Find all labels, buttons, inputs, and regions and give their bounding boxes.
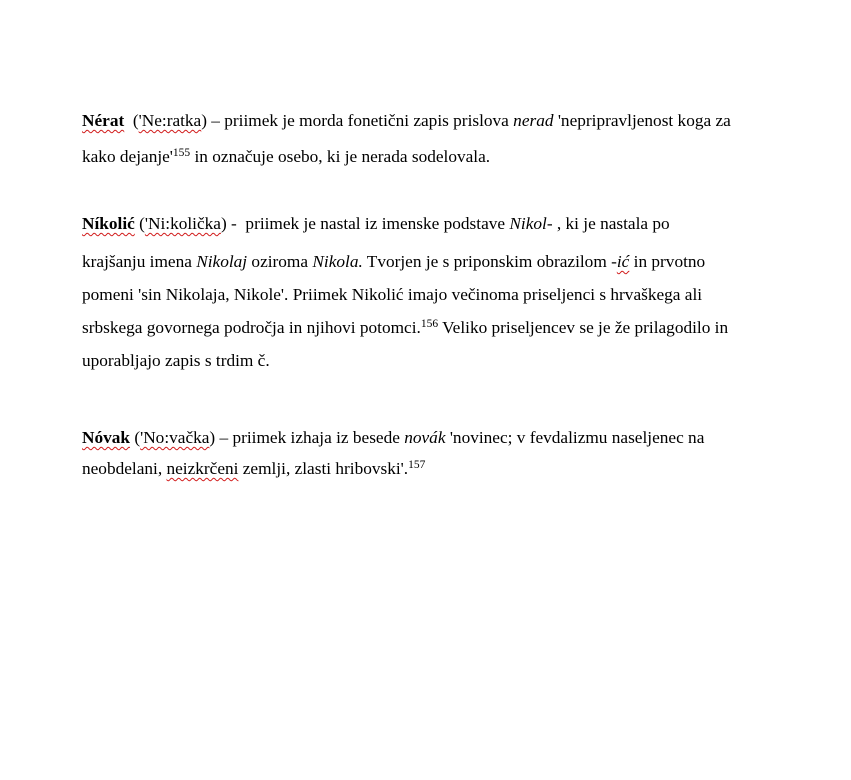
italic-term: Nikol-: [509, 214, 553, 233]
text: oziroma: [247, 252, 313, 271]
pronunciation: 'No:vačka: [140, 428, 210, 447]
text: uporabljajo zapis s trdim č.: [82, 351, 270, 370]
text: (: [124, 111, 139, 130]
footnote-ref[interactable]: 155: [172, 147, 191, 159]
text: (: [134, 214, 145, 233]
entry-line: [82, 459, 425, 479]
text: zemlji, zlasti hribovski'.: [238, 459, 409, 478]
entry-line: [82, 214, 670, 234]
italic-term: nerad: [513, 111, 554, 130]
text: Tvorjen je s priponskim obrazilom -: [362, 252, 617, 271]
text: Veliko priseljencev se je že prilagodilo in: [438, 318, 729, 337]
italic-term: Nikolaj: [196, 252, 248, 271]
italic-term: Nikola.: [312, 252, 363, 271]
text: in prvotno: [629, 252, 706, 271]
entry-line: [82, 252, 705, 272]
headword: Níkolić: [82, 214, 135, 233]
text: (: [130, 428, 141, 447]
text: neobdelani,: [82, 459, 167, 478]
text: ) – priimek je morda fonetični zapis prislova: [201, 111, 514, 130]
text: pomeni 'sin Nikolaja, Nikole'. Priimek Nikolić imajo večinoma priseljenci s hrvaškega ali: [82, 285, 703, 304]
entry-line: [82, 285, 702, 305]
text: , ki je nastala po: [552, 214, 670, 233]
text: kako dejanje': [82, 147, 173, 166]
entry-line: [82, 351, 270, 371]
headword: Nérat: [82, 111, 125, 130]
pronunciation: 'Ni:količka: [144, 214, 221, 233]
text: in označuje osebo, ki je nerada sodelovala.: [190, 147, 491, 166]
text: 'nepripravljenost koga za: [553, 111, 731, 130]
text: neizkrčeni: [166, 459, 239, 478]
footnote-ref[interactable]: 157: [408, 459, 426, 471]
pronunciation: 'Ne:ratka: [138, 111, 202, 130]
text: 'novinec; v fevdalizmu naseljenec na: [445, 428, 705, 447]
italic-term: novák: [404, 428, 446, 447]
footnote-ref[interactable]: 156: [420, 318, 439, 330]
entry-line: [82, 318, 728, 338]
headword: Nóvak: [82, 428, 131, 447]
text: krajšanju imena: [82, 252, 197, 271]
text: ) - priimek je nastal iz imenske podstave: [220, 214, 510, 233]
text: srbskega govornega področja in njihovi potomci.: [82, 318, 421, 337]
entry-line: [82, 428, 704, 448]
entry-line: [82, 147, 490, 167]
text: ) – priimek izhaja iz besede: [209, 428, 405, 447]
entry-line: [82, 111, 731, 131]
italic-term: ić: [616, 252, 630, 271]
